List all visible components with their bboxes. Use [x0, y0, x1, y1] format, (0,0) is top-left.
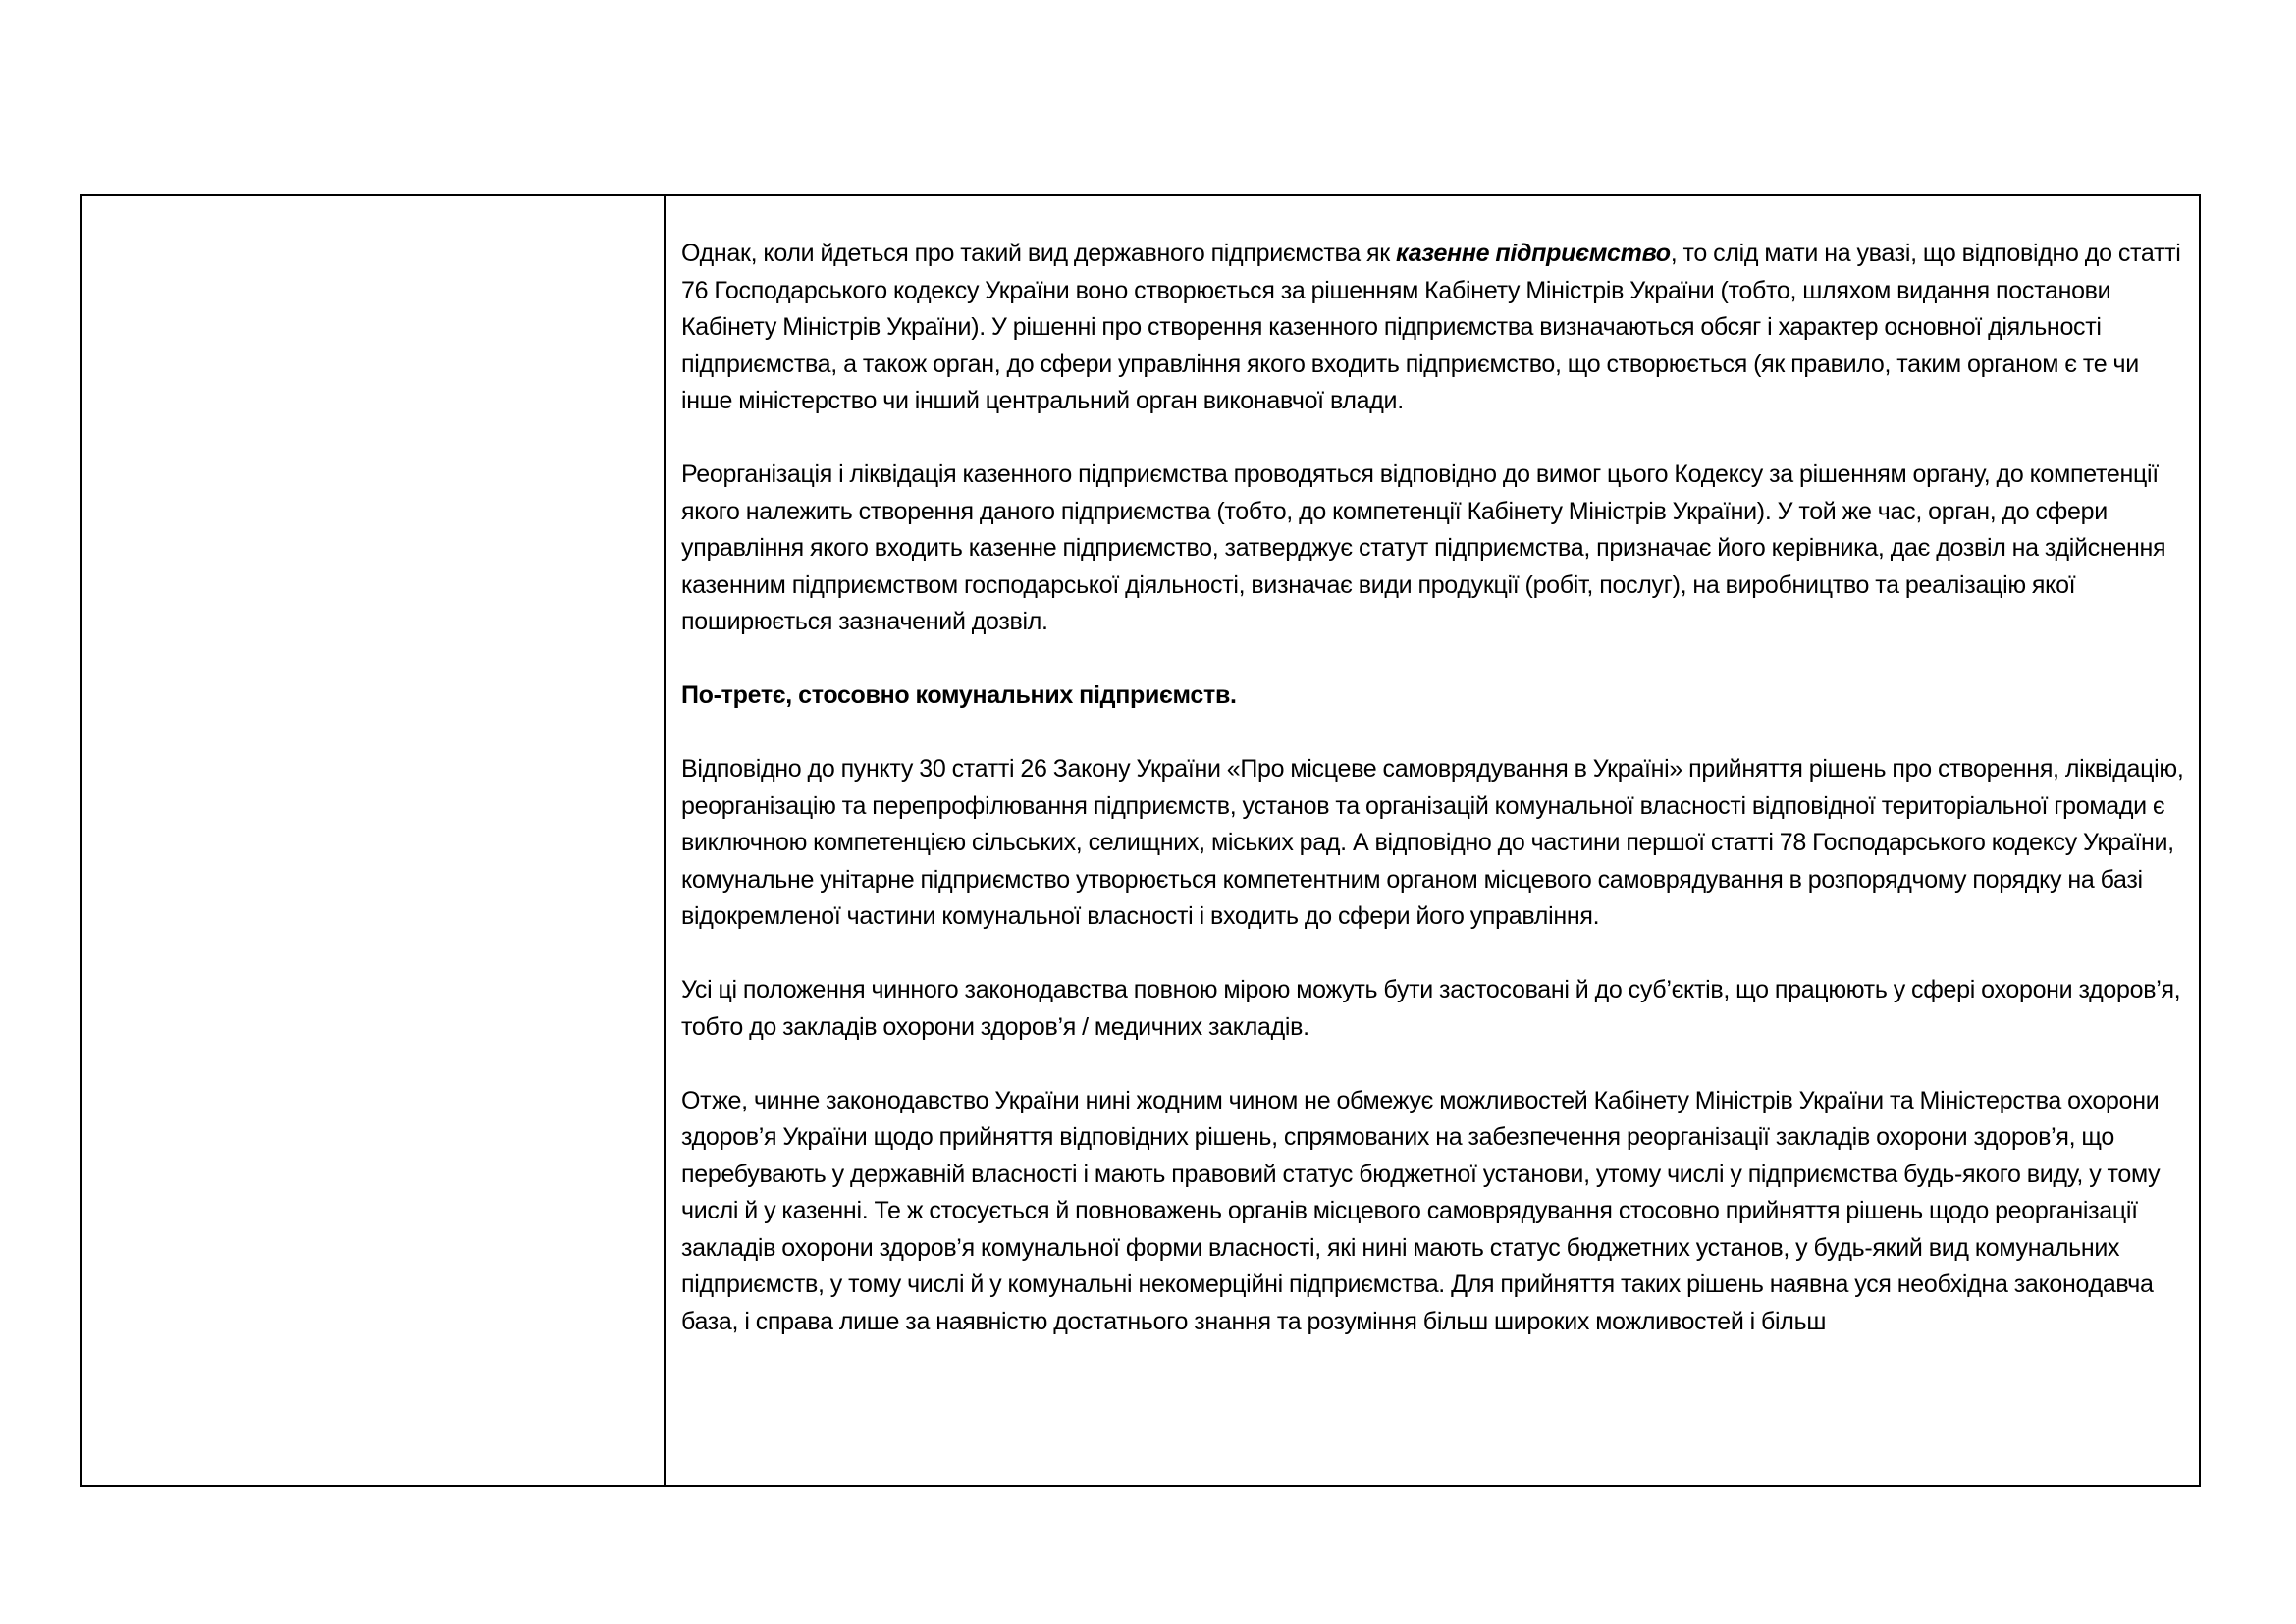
paragraph-text: Однак, коли йдеться про такий вид державного підприємства як	[681, 240, 1397, 267]
table-left-cell	[82, 196, 666, 1485]
emphasis-text: казенне підприємство	[1396, 240, 1671, 267]
paragraph-state-enterprise	[681, 236, 2189, 420]
paragraph-text: , то слід мати на увазі, що відповідно до статті 76 Господарського кодексу України воно створюється за рішенням Кабінету Міністрів України (тобто, шляхом видання постанови Кабінету Міністрів України). У рішенні про створення казенного підприємства визначаються обсяг і характер основної діяльності підприємства, а також орган, до сфери управління якого входить підприємство, що створюється (як правило, таким органом є те чи інше міністерство чи інший центральний орган виконавчої влади.	[681, 240, 2181, 414]
document-table	[80, 194, 2201, 1487]
paragraph-healthcare: Усі ці положення чинного законодавства повною мірою можуть бути застосовані й до суб’єктів, що працюють у сфері охорони здоров’я, тобто до закладів охорони здоров’я / медичних закладів.	[681, 976, 2181, 1041]
paragraph-conclusion: Отже, чинне законодавство України нині жодним чином не обмежує можливостей Кабінету Міністрів України та Міністерства охорони здоров’я України щодо прийняття відповідних рішень, спрямованих на забезпечення реорганізації закладів охорони здоров’я, що перебувають у державній власності і мають правовий статус бюджетної установи, утому числі у підприємства будь-якого виду, у тому числі й у казенні. Те ж стосується й повноважень органів місцевого самоврядування стосовно прийняття рішень щодо реорганізації закладів охорони здоров’я комунальної форми власності, які нині мають статус бюджетних установ, у будь-який вид комунальних підприємств, у тому числі й у комунальні некомерційні підприємства. Для прийняття таких рішень наявна уся необхідна законодавча база, і справа лише за наявністю достатнього знання та розуміння більш широких можливостей і більш	[681, 1086, 2161, 1335]
paragraph-communal-law: Відповідно до пункту 30 статті 26 Закону України «Про місцеве самоврядування в Україні» прийняття рішень про створення, ліквідацію, реорганізацію та перепрофілювання підприємств, установ та організацій комунальної власності відповідної територіальної громади є виключною компетенцією сільських, селищних, міських рад. А відповідно до частини першої статті 78 Господарського кодексу України, комунальне унітарне підприємство утворюється компетентним органом місцевого самоврядування в розпорядчому порядку на базі відокремленої частини комунальної власності і входить до сфери його управління.	[681, 755, 2184, 930]
section-heading: По-третє, стосовно комунальних підприємств.	[681, 681, 1237, 709]
paragraph-reorganization: Реорганізація і ліквідація казенного підприємства проводяться відповідно до вимог цього Кодексу за рішенням органу, до компетенції якого належить створення даного підприємства (тобто, до компетенції Кабінету Міністрів України). У той же час, орган, до сфери управління якого входить казенне підприємство, затверджує статут підприємства, призначає його керівника, дає дозвіл на здійснення казенним підприємством господарської діяльності, визначає види продукції (робіт, послуг), на виробництво та реалізацію якої поширюється зазначений дозвіл.	[681, 460, 2166, 635]
table-right-cell	[666, 196, 2199, 1485]
